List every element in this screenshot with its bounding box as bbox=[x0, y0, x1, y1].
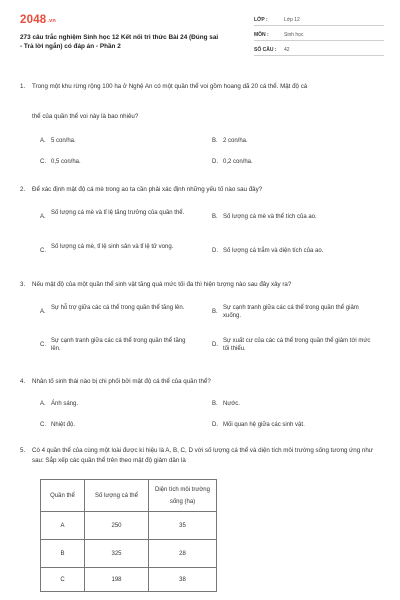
site-logo[interactable]: 2048.vn bbox=[20, 14, 56, 26]
page-header bbox=[0, 0, 400, 62]
table-cell: 35 bbox=[149, 512, 217, 540]
question-number: 3. bbox=[20, 281, 26, 288]
question-3 bbox=[20, 280, 384, 290]
document-title: 273 câu trắc nghiệm Sinh học 12 Kết nối tri thức Bài 24 (Đúng sai - Trả lời ngắn) có đáp án - Phần 2 bbox=[20, 34, 219, 51]
population-table bbox=[40, 479, 217, 592]
question-number: 2. bbox=[20, 186, 26, 193]
option-4a[interactable]: A. Ánh sáng. bbox=[40, 401, 79, 407]
option-2b[interactable]: B. Số lượng cá mè và thể tích của ao. bbox=[212, 214, 317, 220]
table-cell: B bbox=[41, 540, 85, 568]
table-cell: 325 bbox=[85, 540, 149, 568]
question-number: 5. bbox=[20, 447, 26, 454]
question-text-continued: thể của quần thể voi này là bao nhiêu? bbox=[32, 113, 139, 120]
table-cell: 198 bbox=[85, 568, 149, 592]
option-1d[interactable]: D. 0,2 con/ha. bbox=[212, 159, 253, 165]
option-1a[interactable]: A. 5 con/ha. bbox=[40, 138, 76, 144]
question-1 bbox=[20, 82, 384, 92]
option-2d[interactable]: D. Số lượng cá trắm và diện tích của ao. bbox=[212, 248, 324, 254]
option-1c[interactable]: C. 0,5 con/ha. bbox=[40, 159, 81, 165]
question-text: Để xác định mật độ cá mè trong ao ta cần phải xác định những yếu tố nào sau đây? bbox=[32, 186, 263, 193]
option-4b[interactable]: B. Nước. bbox=[212, 401, 240, 407]
question-text: Trong một khu rừng rộng 100 ha ở Nghệ An có một quần thể voi gồm hoang dã 20 cá thể. Mật độ cá bbox=[32, 83, 308, 90]
option-3a[interactable]: A. Sự hỗ trợ giữa các cá thể trong quần thể tăng lên. bbox=[40, 305, 185, 315]
table-header-cell: Số lượng cá thể bbox=[85, 480, 149, 512]
question-1-continued bbox=[20, 112, 384, 122]
question-4 bbox=[20, 377, 384, 387]
question-5 bbox=[20, 446, 384, 465]
option-3b[interactable]: B. Sự cạnh tranh giữa các cá thể trong quần thể giảm xuống. bbox=[212, 305, 359, 319]
question-text: Nhân tố sinh thái nào bị chi phối bởi mật độ cá thể của quần thể? bbox=[32, 378, 211, 385]
question-text: Nếu mật độ của một quần thể sinh vật tăng quá mức tối đa thì hiện tượng nào sau đây xảy ra? bbox=[32, 281, 292, 288]
option-4d[interactable]: D. Mối quan hệ giữa các sinh vật. bbox=[212, 422, 305, 428]
meta-subject: MÔN : Sinh học bbox=[254, 29, 384, 41]
meta-question-count: SỐ CÂU : 42 bbox=[254, 44, 384, 56]
question-2 bbox=[20, 185, 384, 195]
table-cell: A bbox=[41, 512, 85, 540]
question-number: 4. bbox=[20, 378, 26, 385]
table-cell: 250 bbox=[85, 512, 149, 540]
table-row bbox=[41, 512, 217, 540]
option-3c[interactable]: C. Sự cạnh tranh giữa các cá thể trong quần thể tăng lên. bbox=[40, 338, 186, 352]
question-text: Có 4 quần thể của cùng một loài được kí hiệu là A, B, C, D với số lượng cá thể và diện tích môi trường sống tương ứng như sau: Sắp xếp các quần thể trên theo mật độ giảm dần là bbox=[32, 447, 373, 464]
table-row bbox=[41, 540, 217, 568]
meta-class: LỚP : Lớp 12 bbox=[254, 14, 384, 26]
table-cell: 28 bbox=[149, 540, 217, 568]
option-1b[interactable]: B. 2 con/ha. bbox=[212, 138, 248, 144]
table-row bbox=[41, 568, 217, 592]
table-cell: C bbox=[41, 568, 85, 592]
option-3d[interactable]: D. Sự xuất cư của các cá thể trong quần thể giảm tới mức tối thiểu. bbox=[212, 338, 371, 352]
option-2a[interactable]: A. Số lượng cá mè và tỉ lệ tăng trưởng của quần thể. bbox=[40, 210, 185, 220]
table-header-row bbox=[41, 480, 217, 512]
table-cell: 38 bbox=[149, 568, 217, 592]
table-header-cell: Quần thể bbox=[41, 480, 85, 512]
option-2c[interactable]: C. Số lượng cá mè, tỉ lệ sinh sản và tỉ lệ tử vong. bbox=[40, 244, 174, 254]
table-header-cell: Diện tích môi trường sống (ha) bbox=[149, 480, 217, 512]
question-number: 1. bbox=[20, 83, 26, 90]
option-4c[interactable]: C. Nhiệt độ. bbox=[40, 422, 76, 428]
